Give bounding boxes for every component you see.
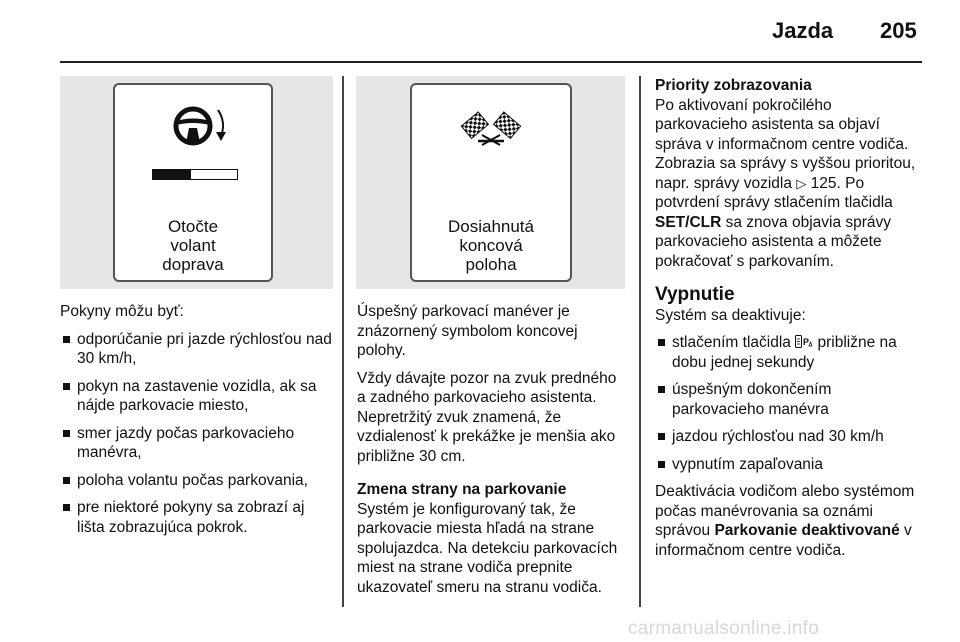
list-item: odporúčanie pri jazde rýchlosťou nad 30 km/h,: [60, 330, 332, 369]
text: v informačnom centre vodiča.: [655, 522, 912, 559]
panel-message: [115, 217, 271, 274]
subheading: Zmena strany na parkovanie: [357, 481, 567, 498]
header-rule: [60, 61, 922, 63]
paragraph: Úspešný parkovací manéver je znázornený symbolom koncovej polohy.: [357, 303, 578, 359]
column-left: [60, 302, 332, 545]
figure-steer-right: [60, 76, 333, 289]
panel-message-line: doprava: [162, 255, 224, 274]
panel-message-line: volant: [170, 236, 216, 255]
paragraph: [655, 482, 923, 560]
list-item: jazdou rýchlosťou nad 30 km/h: [655, 427, 923, 447]
bullet-list: [60, 330, 332, 538]
text: stlačením tlačidla: [672, 334, 791, 351]
paragraph: Vždy dávajte pozor na zvuk predného a zadného parkovacieho asistenta. Nepretržitý zvuk znamená, že vzdialenosť k prekážke je menšia ako približne 30 cm.: [357, 369, 617, 465]
list-item: poloha volantu počas parkovania,: [60, 471, 332, 491]
bullet-list: [655, 333, 923, 474]
column-divider: [639, 76, 641, 607]
paragraph: Systém je konfigurovaný tak, že parkovacie miesta hľadá na strane spolujazdca. Na detekciu parkovacích miest na strane vodiča prepnite ukazovateľ smeru na stranu vodiča.: [357, 500, 618, 596]
page-number: 205: [880, 18, 917, 43]
display-panel: [410, 83, 572, 282]
figure-end-position: [356, 76, 625, 289]
list-item: smer jazdy počas parkovacieho manévra,: [60, 424, 332, 463]
svg-text:P: P: [803, 337, 810, 347]
list-item: úspešným dokončením parkovacieho manévra: [655, 380, 923, 419]
text: Deaktivácia vodičom alebo systémom počas manévrovania sa oznámi správou: [655, 483, 915, 539]
text: sa znova objavia správy parkovacieho asistenta a môžete pokračovať s parkovaním.: [655, 213, 892, 270]
paragraph: [655, 96, 923, 272]
text: . Po potvrdení správy stlačením tlačidla: [655, 174, 893, 211]
panel-message-line: poloha: [465, 255, 517, 274]
watermark: carmanualsonline.info: [628, 618, 820, 639]
panel-message: [412, 217, 570, 274]
column-divider: [342, 76, 344, 607]
column-right: [655, 76, 923, 568]
steering-wheel-rotate-icon: [115, 85, 271, 155]
progress-bar: [152, 169, 238, 180]
list-item: vypnutím zapaľovania: [655, 455, 923, 475]
subheading: Priority zobrazovania: [655, 77, 812, 94]
page-header-title: Jazda: [772, 18, 834, 43]
page-reference-icon: ▷: [796, 175, 807, 191]
column-middle: [357, 302, 629, 605]
checkered-flags-icon: [412, 85, 570, 165]
section-heading: Vypnutie: [655, 284, 735, 305]
text: približne na dobu jednej sekundy: [672, 334, 897, 371]
list-item: pre niektoré pokyny sa zobrazí aj lišta zobrazujúca pokrok.: [60, 498, 332, 537]
panel-message-line: Dosiahnutá: [447, 217, 534, 236]
list-item: pokyn na zastavenie vozidla, ak sa nájde parkovacie miesto,: [60, 377, 332, 416]
message-name: Parkovanie deaktivované: [714, 522, 900, 539]
panel-message-line: koncová: [459, 236, 523, 255]
list-item: [655, 333, 923, 372]
text: Po aktivovaní pokročilého parkovacieho asistenta sa objaví správa v informačnom centre vodiča. Zobrazia sa správy s vyššou prioritou, napr. správy vozidla: [655, 96, 916, 192]
button-name: SET/CLR: [655, 213, 722, 231]
paragraph: Pokyny môžu byť:: [60, 303, 184, 320]
progress-bar-fill: [153, 170, 191, 179]
parking-assist-button-icon: [795, 335, 813, 348]
display-panel: [113, 83, 273, 282]
paragraph: Systém sa deaktivuje:: [655, 306, 806, 324]
panel-message-line: Otočte: [167, 217, 219, 236]
page-reference[interactable]: 125: [810, 174, 837, 192]
